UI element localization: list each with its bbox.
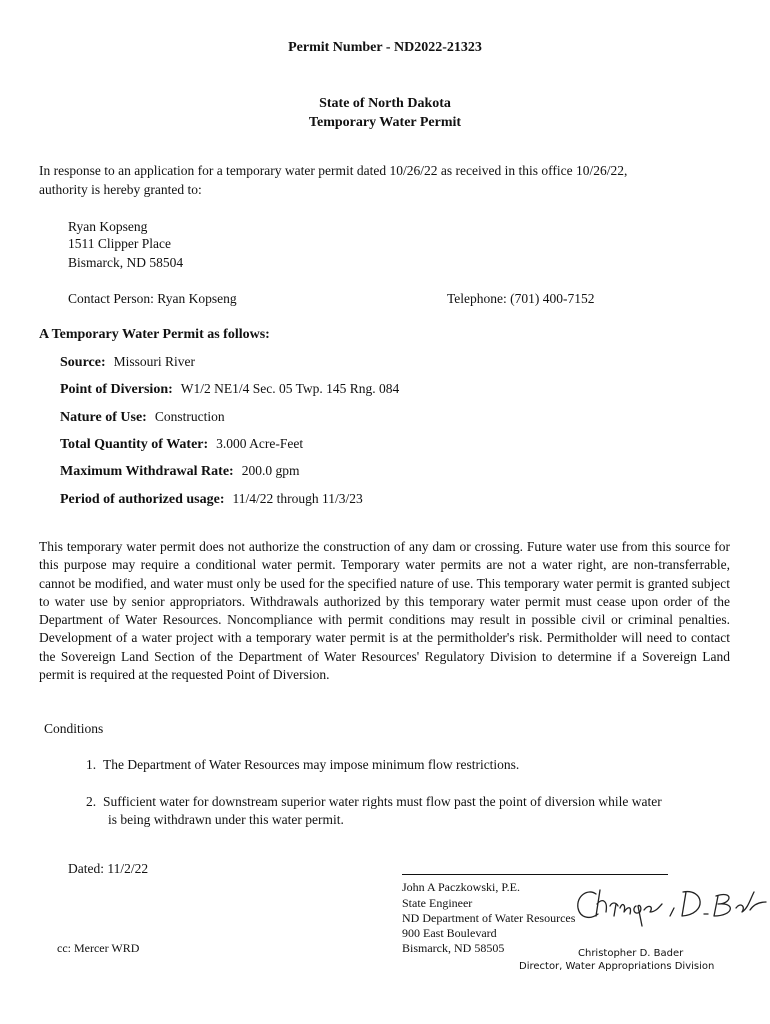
handwritten-signature — [570, 882, 768, 928]
intro-line-1: In response to an application for a temporary water permit dated 10/26/22 as received in this office 10/26/22, — [39, 163, 628, 178]
grantee-street: 1511 Clipper Place — [68, 236, 171, 251]
field-max-withdrawal-rate — [60, 463, 299, 480]
field-label: Maximum Withdrawal Rate: — [60, 464, 234, 479]
signature-rule — [402, 874, 668, 875]
field-source — [60, 354, 195, 371]
contact-person: Contact Person: Ryan Kopseng — [68, 291, 237, 306]
condition-2-text-cont: is being withdrawn under this water permit. — [108, 812, 344, 827]
document-title: Temporary Water Permit — [308, 115, 462, 130]
field-label: Source: — [60, 355, 106, 370]
field-period-of-usage — [60, 491, 363, 508]
signer-department: ND Department of Water Resources — [402, 911, 576, 925]
grantee-city: Bismarck, ND 58504 — [68, 255, 184, 270]
field-point-of-diversion — [60, 381, 399, 398]
field-value: W1/2 NE1/4 Sec. 05 Twp. 145 Rng. 084 — [180, 381, 400, 396]
grantee-name: Ryan Kopseng — [68, 219, 148, 234]
field-label: Nature of Use: — [60, 410, 147, 425]
signer-name: John A Paczkowski, P.E. — [402, 880, 521, 894]
permit-terms-paragraph: This temporary water permit does not authorize the construction of any dam or crossing. Future water use from this source for this purpose may require a conditional water permit. Temporary water permits are not a water right, are non-transferrable, cannot be modified, and water must only be used for the specified nature of use. This temporary water permit is granted subject to water use by senior appropriators. Withdrawals authorized by this temporary water permit must cease upon order of the Department of Water Resources. Noncompliance with permit conditions may result in possible civil or criminal penalties. Development of a water project with a temporary water permit is at the permitholder's risk. Permitholder will need to contact the Sovereign Land Section of the Department of Water Resources' Regulatory Division to determine if a Sovereign Land permit is required at the requested Point of Diversion. — [39, 539, 730, 683]
permit-number: Permit Number - ND2022-21323 — [288, 40, 482, 55]
conditions-heading: Conditions — [44, 721, 104, 736]
condition-2-text: Sufficient water for downstream superior water rights must flow past the point of diversion while water — [103, 794, 662, 809]
signer-city: Bismarck, ND 58505 — [402, 941, 505, 955]
field-nature-of-use — [60, 409, 225, 426]
signer-street: 900 East Boulevard — [402, 926, 497, 940]
cc-line: cc: Mercer WRD — [57, 941, 140, 955]
condition-2-number: 2. — [86, 794, 97, 809]
signer-title: State Engineer — [402, 896, 473, 910]
intro-line-2: authority is hereby granted to: — [39, 182, 202, 197]
state-title: State of North Dakota — [319, 96, 451, 111]
permit-heading: A Temporary Water Permit as follows: — [39, 327, 270, 342]
field-label: Period of authorized usage: — [60, 492, 225, 507]
dated: Dated: 11/2/22 — [68, 861, 149, 876]
field-value: Missouri River — [113, 354, 196, 369]
field-label: Total Quantity of Water: — [60, 437, 209, 452]
telephone: Telephone: (701) 400-7152 — [447, 291, 595, 306]
field-value: 11/4/22 through 11/3/23 — [232, 491, 363, 506]
signature-name: Christopher D. Bader — [578, 948, 684, 959]
field-value: Construction — [154, 409, 225, 424]
signature-title: Director, Water Appropriations Division — [519, 961, 715, 972]
condition-1-text: The Department of Water Resources may impose minimum flow restrictions. — [103, 757, 520, 772]
field-value: 200.0 gpm — [241, 463, 300, 478]
field-label: Point of Diversion: — [60, 382, 173, 397]
field-value: 3.000 Acre-Feet — [216, 436, 304, 451]
field-total-quantity — [60, 436, 303, 453]
condition-1-number: 1. — [86, 757, 97, 772]
